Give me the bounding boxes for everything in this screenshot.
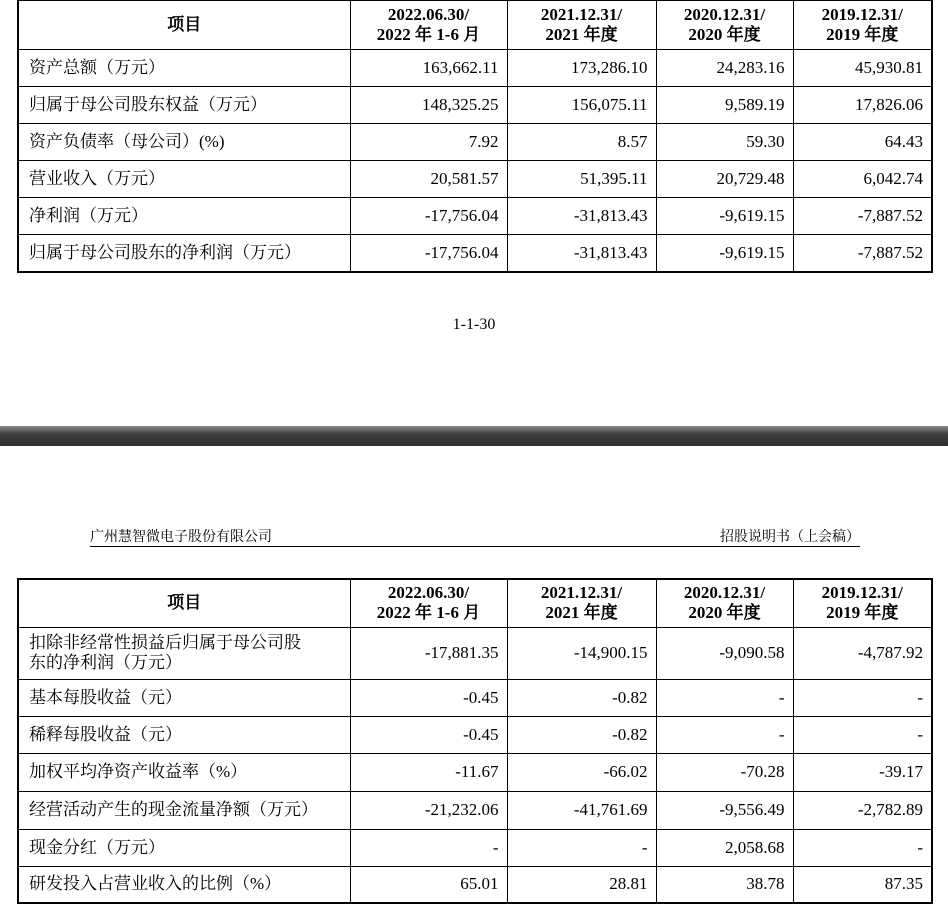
cell-value: -11.67 [350, 753, 507, 791]
row-label: 资产负债率（母公司）(%) [18, 123, 350, 160]
cell-value: 59.30 [656, 123, 793, 160]
page-divider [0, 426, 948, 446]
row-label: 经营活动产生的现金流量净额（万元） [18, 791, 350, 829]
page-number: 1-1-30 [452, 316, 496, 333]
table-row [18, 866, 932, 903]
header-date: 2020.12.31/ [683, 4, 766, 24]
table-row [18, 679, 932, 716]
row-label: 基本每股收益（元） [18, 679, 350, 716]
cell-value: - [350, 829, 507, 866]
header-date: 2019.12.31/ [821, 583, 903, 603]
cell-value: -9,556.49 [656, 791, 793, 829]
cell-value: -41,761.69 [507, 791, 656, 829]
table-row [18, 123, 932, 160]
cell-value: -7,887.52 [793, 234, 932, 272]
row-label: 稀释每股收益（元） [18, 716, 350, 753]
table-header-row [18, 579, 932, 627]
header-col-2020 [656, 0, 793, 49]
cell-value: 2,058.68 [656, 829, 793, 866]
cell-value: - [656, 716, 793, 753]
header-period: 2020 年度 [688, 24, 761, 44]
cell-value: -21,232.06 [350, 791, 507, 829]
company-name: 广州慧智微电子股份有限公司 [90, 529, 272, 545]
cell-value: -17,756.04 [350, 234, 507, 272]
row-label [18, 627, 350, 679]
cell-value: - [793, 829, 932, 866]
cell-value: -17,756.04 [350, 197, 507, 234]
table-row [18, 627, 932, 679]
cell-value: -39.17 [793, 753, 932, 791]
cell-value: -2,782.89 [793, 791, 932, 829]
financial-table-2 [17, 578, 933, 904]
header-period: 2021 年度 [545, 603, 618, 623]
header-col-2022 [350, 0, 507, 49]
cell-value: -14,900.15 [507, 627, 656, 679]
cell-value: 173,286.10 [507, 49, 656, 86]
cell-value: 8.57 [507, 123, 656, 160]
cell-value: 20,729.48 [656, 160, 793, 197]
row-label: 加权平均净资产收益率（%） [18, 753, 350, 791]
cell-value: 87.35 [793, 866, 932, 903]
table-row [18, 829, 932, 866]
cell-value: -31,813.43 [507, 234, 656, 272]
header-item: 项目 [18, 0, 350, 49]
cell-value: - [656, 679, 793, 716]
row-label: 净利润（万元） [18, 197, 350, 234]
cell-value: -9,090.58 [656, 627, 793, 679]
cell-value: 51,395.11 [507, 160, 656, 197]
header-col-2020 [656, 579, 793, 627]
row-label: 归属于母公司股东的净利润（万元） [18, 234, 350, 272]
table-row [18, 160, 932, 197]
cell-value: 156,075.11 [507, 86, 656, 123]
header-item: 项目 [18, 579, 350, 627]
cell-value: 45,930.81 [793, 49, 932, 86]
cell-value: 28.81 [507, 866, 656, 903]
cell-value: 7.92 [350, 123, 507, 160]
header-date: 2022.06.30/ [387, 4, 470, 24]
header-col-2022 [350, 579, 507, 627]
header-col-2021 [507, 0, 656, 49]
header-col-2019 [793, 579, 932, 627]
header-period: 2022 年 1-6 月 [376, 603, 481, 623]
cell-value: -0.45 [350, 679, 507, 716]
header-date: 2021.12.31/ [540, 4, 623, 24]
cell-value: -17,881.35 [350, 627, 507, 679]
table-row [18, 716, 932, 753]
cell-value: 9,589.19 [656, 86, 793, 123]
cell-value: 6,042.74 [793, 160, 932, 197]
cell-value: - [793, 679, 932, 716]
table-row [18, 791, 932, 829]
cell-value: -66.02 [507, 753, 656, 791]
cell-value: -70.28 [656, 753, 793, 791]
table-row [18, 86, 932, 123]
header-date: 2020.12.31/ [683, 583, 766, 603]
cell-value: -0.82 [507, 716, 656, 753]
table-row [18, 197, 932, 234]
cell-value: 64.43 [793, 123, 932, 160]
row-label-line: 东的净利润（万元） [29, 653, 182, 672]
cell-value: - [793, 716, 932, 753]
table-row [18, 753, 932, 791]
cell-value: -0.45 [350, 716, 507, 753]
row-label: 归属于母公司股东权益（万元） [18, 86, 350, 123]
header-period: 2019 年度 [826, 603, 899, 623]
row-label: 资产总额（万元） [18, 49, 350, 86]
header-period: 2020 年度 [688, 603, 761, 623]
header-period: 2021 年度 [545, 24, 618, 44]
header-date: 2022.06.30/ [387, 583, 470, 603]
table-row [18, 49, 932, 86]
header-period: 2022 年 1-6 月 [376, 24, 481, 44]
header-date: 2021.12.31/ [540, 583, 623, 603]
table-row [18, 234, 932, 272]
cell-value: -4,787.92 [793, 627, 932, 679]
cell-value: 20,581.57 [350, 160, 507, 197]
cell-value: -9,619.15 [656, 197, 793, 234]
header-col-2019 [793, 0, 932, 49]
cell-value: -9,619.15 [656, 234, 793, 272]
cell-value: 148,325.25 [350, 86, 507, 123]
cell-value: 65.01 [350, 866, 507, 903]
cell-value: 38.78 [656, 866, 793, 903]
header-date: 2019.12.31/ [821, 4, 903, 24]
header-col-2021 [507, 579, 656, 627]
header-period: 2019 年度 [826, 24, 899, 44]
cell-value: -7,887.52 [793, 197, 932, 234]
cell-value: -0.82 [507, 679, 656, 716]
document-title: 招股说明书（上会稿） [720, 529, 860, 545]
cell-value: -31,813.43 [507, 197, 656, 234]
row-label: 现金分红（万元） [18, 829, 350, 866]
cell-value: - [507, 829, 656, 866]
row-label: 营业收入（万元） [18, 160, 350, 197]
financial-table-1 [17, 0, 933, 273]
cell-value: 163,662.11 [350, 49, 507, 86]
running-header [90, 524, 860, 547]
cell-value: 24,283.16 [656, 49, 793, 86]
cell-value: 17,826.06 [793, 86, 932, 123]
row-label: 研发投入占营业收入的比例（%） [18, 866, 350, 903]
table-header-row [18, 0, 932, 49]
row-label-line: 扣除非经常性损益后归属于母公司股 [29, 633, 301, 652]
